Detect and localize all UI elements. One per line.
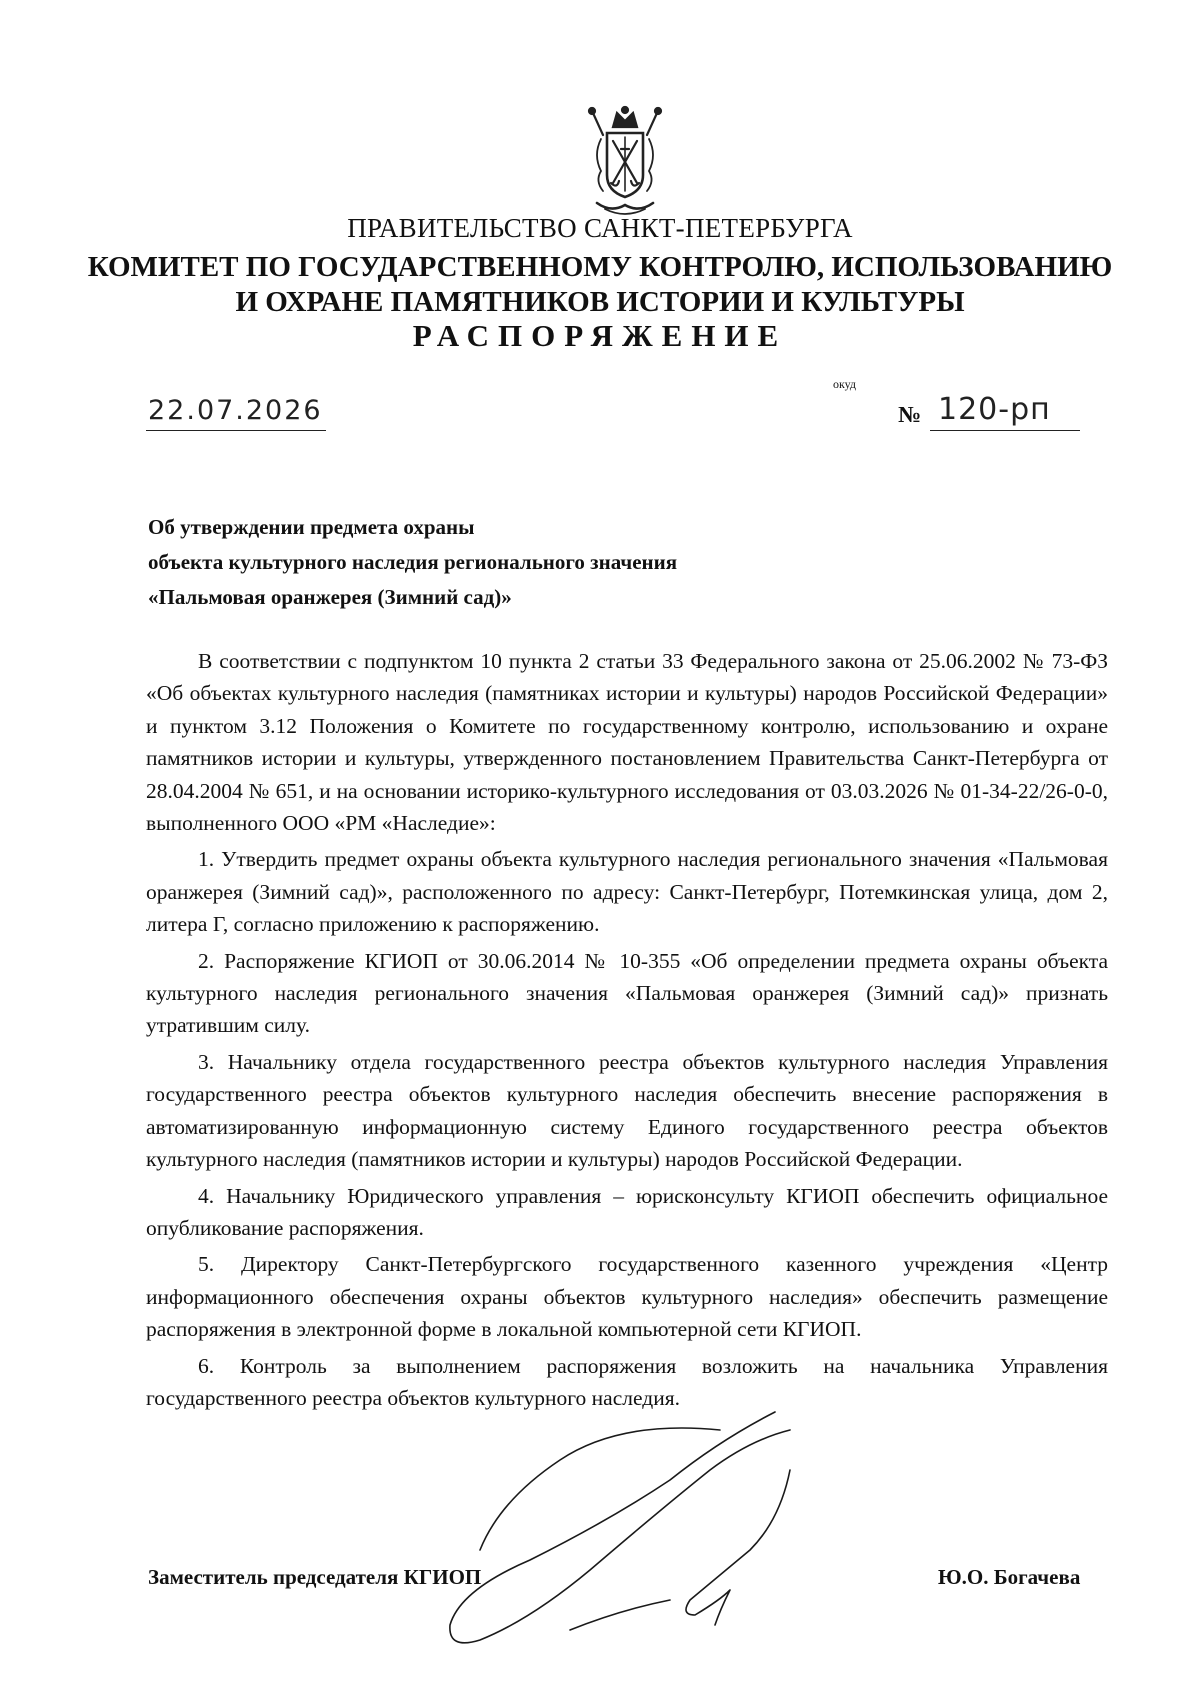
list-item: 6. Контроль за выполнением распоряжения возложить на начальника Управления государственного реестра объектов культурного наследия. <box>146 1353 1108 1410</box>
list-item: 2. Распоряжение КГИОП от 30.06.2014 № 10-355 «Об определении предмета охраны объекта культурного наследия регионального значения «Пальмовая оранжерея (Зимний сад)» признать утратившим силу. <box>146 948 1108 1038</box>
signatory-name: Ю.О. Богачева <box>938 1565 1081 1589</box>
subject-line-3: «Пальмовая оранжерея (Зимний сад)» <box>148 585 512 609</box>
okud-label: окуд <box>833 377 857 391</box>
subject-line-1: Об утверждении предмета охраны <box>148 515 475 539</box>
list-item: 4. Начальнику Юридического управления – юрисконсульту КГИОП обеспечить официальное опубликование распоряжения. <box>146 1183 1108 1240</box>
document-subject <box>148 510 677 615</box>
subject-line-2: объекта культурного наследия регионального значения <box>148 550 678 574</box>
coat-of-arms-icon <box>575 105 675 220</box>
document-type-title: РАСПОРЯЖЕНИЕ <box>412 318 788 353</box>
handwritten-signature <box>420 1400 890 1660</box>
committee-name <box>0 250 1200 320</box>
committee-name-line-2: И ОХРАНЕ ПАМЯТНИКОВ ИСТОРИИ И КУЛЬТУРЫ <box>235 286 965 318</box>
list-item: 5. Директору Санкт-Петербургского государственного казенного учреждения «Центр информационного обеспечения охраны объектов культурного наследия» обеспечить размещение распоряжения в электронной форме в локальной компьютерной сети КГИОП. <box>146 1252 1108 1342</box>
preamble-paragraph: В соответствии с подпунктом 10 пункта 2 статьи 33 Федерального закона от 25.06.2002 № 73-ФЗ «Об объектах культурного наследия (памятниках истории и культуры) народов Российской Федерации» и пунктом 3.12 Положения о Комитете по государственному контролю, использованию и охране памятников истории и культуры, утвержденного постановлением Правительства Санкт-Петербурга от 28.04.2004 № 651, и на основании историко-культурного исследования от 03.03.2026 № 01-34-22/26-0-0, выполненного ООО «РМ «Наследие»: <box>146 649 1108 836</box>
signatory-title: Заместитель председателя КГИОП <box>148 1565 482 1589</box>
government-name: ПРАВИТЕЛЬСТВО САНКТ-ПЕТЕРБУРГА <box>347 213 853 243</box>
list-item: 1. Утвердить предмет охраны объекта культурного наследия регионального значения «Пальмовая оранжерея (Зимний сад)», расположенного по адресу: Санкт-Петербург, Потемкинская улица, дом 2, литера Г, согласно приложению к распоряжению. <box>146 847 1108 937</box>
document-body <box>146 645 1108 1414</box>
number-underline <box>930 430 1080 431</box>
date-underline <box>146 430 326 431</box>
committee-name-line-1: КОМИТЕТ ПО ГОСУДАРСТВЕННОМУ КОНТРОЛЮ, ИСПОЛЬЗОВАНИЮ <box>87 251 1113 283</box>
document-number: 120-рп <box>938 392 1051 427</box>
list-item: 3. Начальнику отдела государственного реестра объектов культурного наследия Управления государственного реестра объектов культурного наследия обеспечить внесение распоряжения в автоматизированную информационную систему Единого государственного реестра объектов культурного наследия (памятников истории и культуры) народов Российской Федерации. <box>146 1049 1108 1172</box>
number-sign: № <box>898 402 922 427</box>
document-date: 22.07.2026 <box>148 395 323 426</box>
